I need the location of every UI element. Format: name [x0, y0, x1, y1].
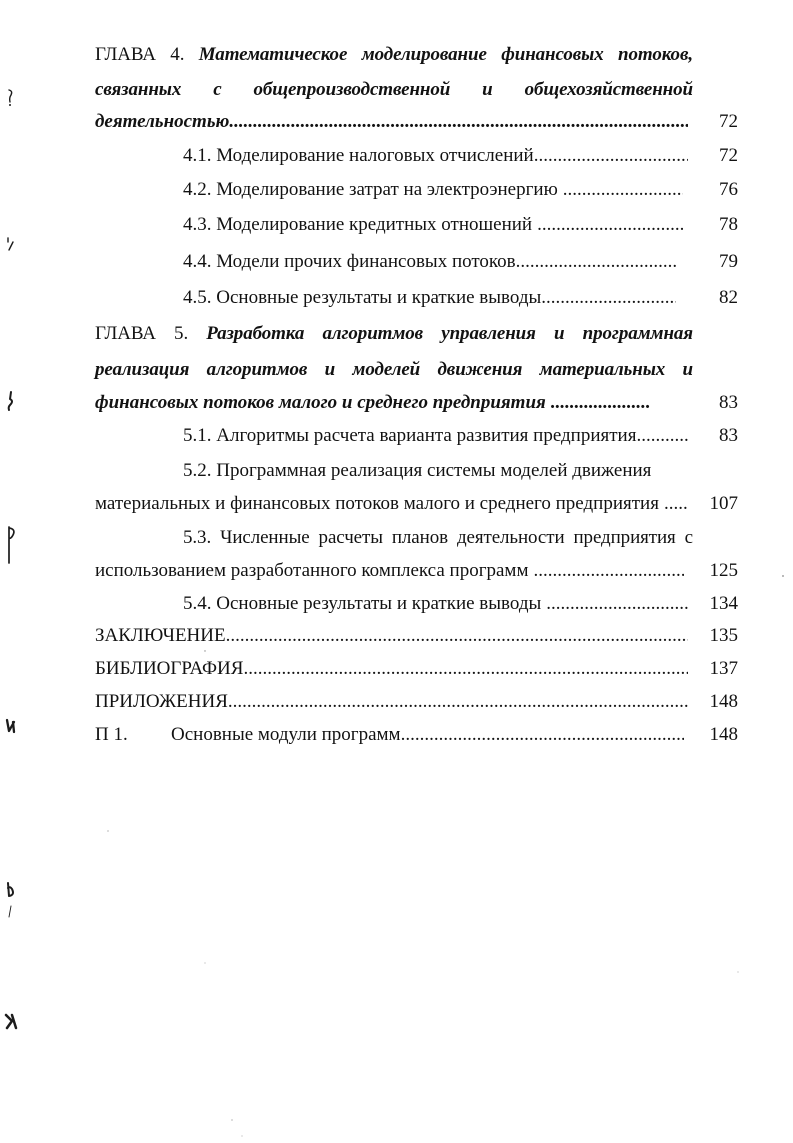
toc-row	[95, 109, 738, 135]
toc-appendices	[95, 689, 738, 715]
dot-leader	[563, 177, 683, 203]
section-title: 4.4. Модели прочих финансовых потоков	[183, 251, 516, 272]
section-line	[95, 591, 688, 617]
dot-leader	[636, 423, 688, 449]
section-line	[95, 249, 688, 275]
toc-section-4-2	[95, 177, 738, 203]
section-line	[95, 143, 688, 169]
section-page-number: 134	[709, 593, 738, 614]
appendix-label: П 1.	[95, 724, 128, 745]
toc-section-4-5	[95, 285, 738, 311]
toc-section-5-1	[95, 423, 738, 449]
scan-speck	[242, 1136, 243, 1137]
scan-mark	[9, 90, 12, 102]
section-title: 4.5. Основные результаты и краткие выводы	[183, 287, 542, 308]
section-page-number: 83	[719, 425, 738, 446]
dot-leader	[546, 591, 688, 617]
dot-leader	[533, 558, 684, 584]
entry-line	[95, 656, 688, 682]
toc-row	[95, 357, 738, 383]
chapter-5-page-number: 83	[719, 392, 738, 413]
toc-section-5-2	[95, 458, 738, 484]
toc-section-5-3	[95, 525, 738, 551]
scan-speck	[738, 972, 739, 973]
section-title-line-2: использованием разработанного комплекса программ	[95, 560, 529, 581]
toc-section-5-4	[95, 591, 738, 617]
chapter-4-title-line-2: связанных с общепроизводственной и общехозяйственной	[95, 79, 693, 100]
chapter-5-title-line-3: финансовых потоков малого и среднего предприятия	[95, 392, 546, 413]
dot-leader	[228, 689, 688, 715]
section-page-number: 125	[709, 560, 738, 581]
scan-speck	[107, 830, 108, 831]
dot-leader	[226, 623, 688, 649]
section-page-number: 79	[719, 251, 738, 272]
section-line	[95, 558, 688, 584]
section-title-line-2: материальных и финансовых потоков малого и среднего предприятия	[95, 493, 659, 514]
dot-leader	[516, 249, 676, 275]
toc-row	[95, 390, 738, 416]
section-page-number: 76	[719, 179, 738, 200]
toc-appendix-item-1	[95, 722, 738, 748]
dot-leader	[551, 390, 650, 416]
appendices-title: ПРИЛОЖЕНИЯ	[95, 691, 228, 712]
dot-leader	[664, 491, 688, 517]
dot-leader	[229, 109, 688, 135]
section-line	[95, 423, 688, 449]
toc-row	[95, 42, 738, 68]
section-line	[95, 212, 688, 238]
scan-mark	[6, 1015, 16, 1028]
toc-section-4-3	[95, 212, 738, 238]
scan-speck	[205, 963, 206, 964]
dot-leader	[537, 212, 683, 238]
entry-line	[95, 623, 688, 649]
section-line	[95, 458, 688, 484]
toc-row	[95, 321, 738, 347]
chapter-5-title-line-1: Разработка алгоритмов управления и программная	[206, 323, 693, 344]
dot-leader	[401, 722, 684, 748]
chapter-5-heading-line-3	[95, 390, 688, 416]
scan-mark	[9, 527, 14, 563]
entry-line	[95, 722, 688, 748]
toc-row	[95, 77, 738, 103]
chapter-4-label: ГЛАВА 4.	[95, 44, 185, 65]
section-title-line-1: 5.2. Программная реализация системы моделей движения	[183, 460, 652, 481]
toc-row	[95, 558, 738, 584]
scan-mark	[9, 906, 11, 917]
scan-mark	[8, 883, 13, 896]
scan-speck	[204, 650, 205, 651]
toc-section-4-1	[95, 143, 738, 169]
dot-leader	[243, 656, 688, 682]
section-title: 5.1. Алгоритмы расчета варианта развития предприятия	[183, 425, 637, 446]
section-line	[95, 285, 688, 311]
section-page-number: 78	[719, 214, 738, 235]
chapter-4-title-line-3: деятельностью	[95, 111, 230, 132]
section-title: 5.4. Основные результаты и краткие выводы	[183, 593, 542, 614]
scan-speck	[231, 1119, 232, 1120]
toc-row	[95, 491, 738, 517]
scan-mark	[9, 104, 11, 106]
section-title-line-1: 5.3. Численные расчеты планов деятельности предприятия с	[183, 527, 693, 548]
section-page-number: 82	[719, 287, 738, 308]
section-title: 4.1. Моделирование налоговых отчислений	[183, 145, 534, 166]
chapter-4-heading-line-3	[95, 109, 688, 135]
chapter-5-heading-line-1	[95, 321, 693, 347]
toc-section-4-4	[95, 249, 738, 275]
chapter-4-heading-line-1	[95, 42, 693, 68]
bibliography-page-number: 137	[709, 658, 738, 679]
scan-mark	[7, 720, 14, 732]
section-page-number: 107	[709, 493, 738, 514]
chapter-5-title-line-2: реализация алгоритмов и моделей движения материальных и	[95, 359, 693, 380]
scan-mark	[8, 238, 13, 250]
dot-leader	[534, 143, 688, 169]
appendix-title: Основные модули программ	[171, 724, 401, 745]
appendices-page-number: 148	[709, 691, 738, 712]
chapter-4-page-number: 72	[719, 111, 738, 132]
appendix-page-number: 148	[709, 724, 738, 745]
bibliography-title: БИБЛИОГРАФИЯ	[95, 658, 244, 679]
conclusion-title: ЗАКЛЮЧЕНИЕ	[95, 625, 226, 646]
toc-conclusion	[95, 623, 738, 649]
section-line	[95, 491, 688, 517]
section-line	[95, 177, 688, 203]
scan-speck	[782, 575, 784, 577]
dot-leader	[541, 285, 676, 311]
section-page-number: 72	[719, 145, 738, 166]
toc-bibliography	[95, 656, 738, 682]
chapter-4-title-line-1: Математическое моделирование финансовых потоков,	[198, 44, 693, 65]
section-title: 4.2. Моделирование затрат на электроэнергию	[183, 179, 558, 200]
conclusion-page-number: 135	[709, 625, 738, 646]
section-title: 4.3. Моделирование кредитных отношений	[183, 214, 533, 235]
chapter-5-label: ГЛАВА 5.	[95, 323, 189, 344]
scan-mark	[9, 392, 12, 410]
entry-line	[95, 689, 688, 715]
